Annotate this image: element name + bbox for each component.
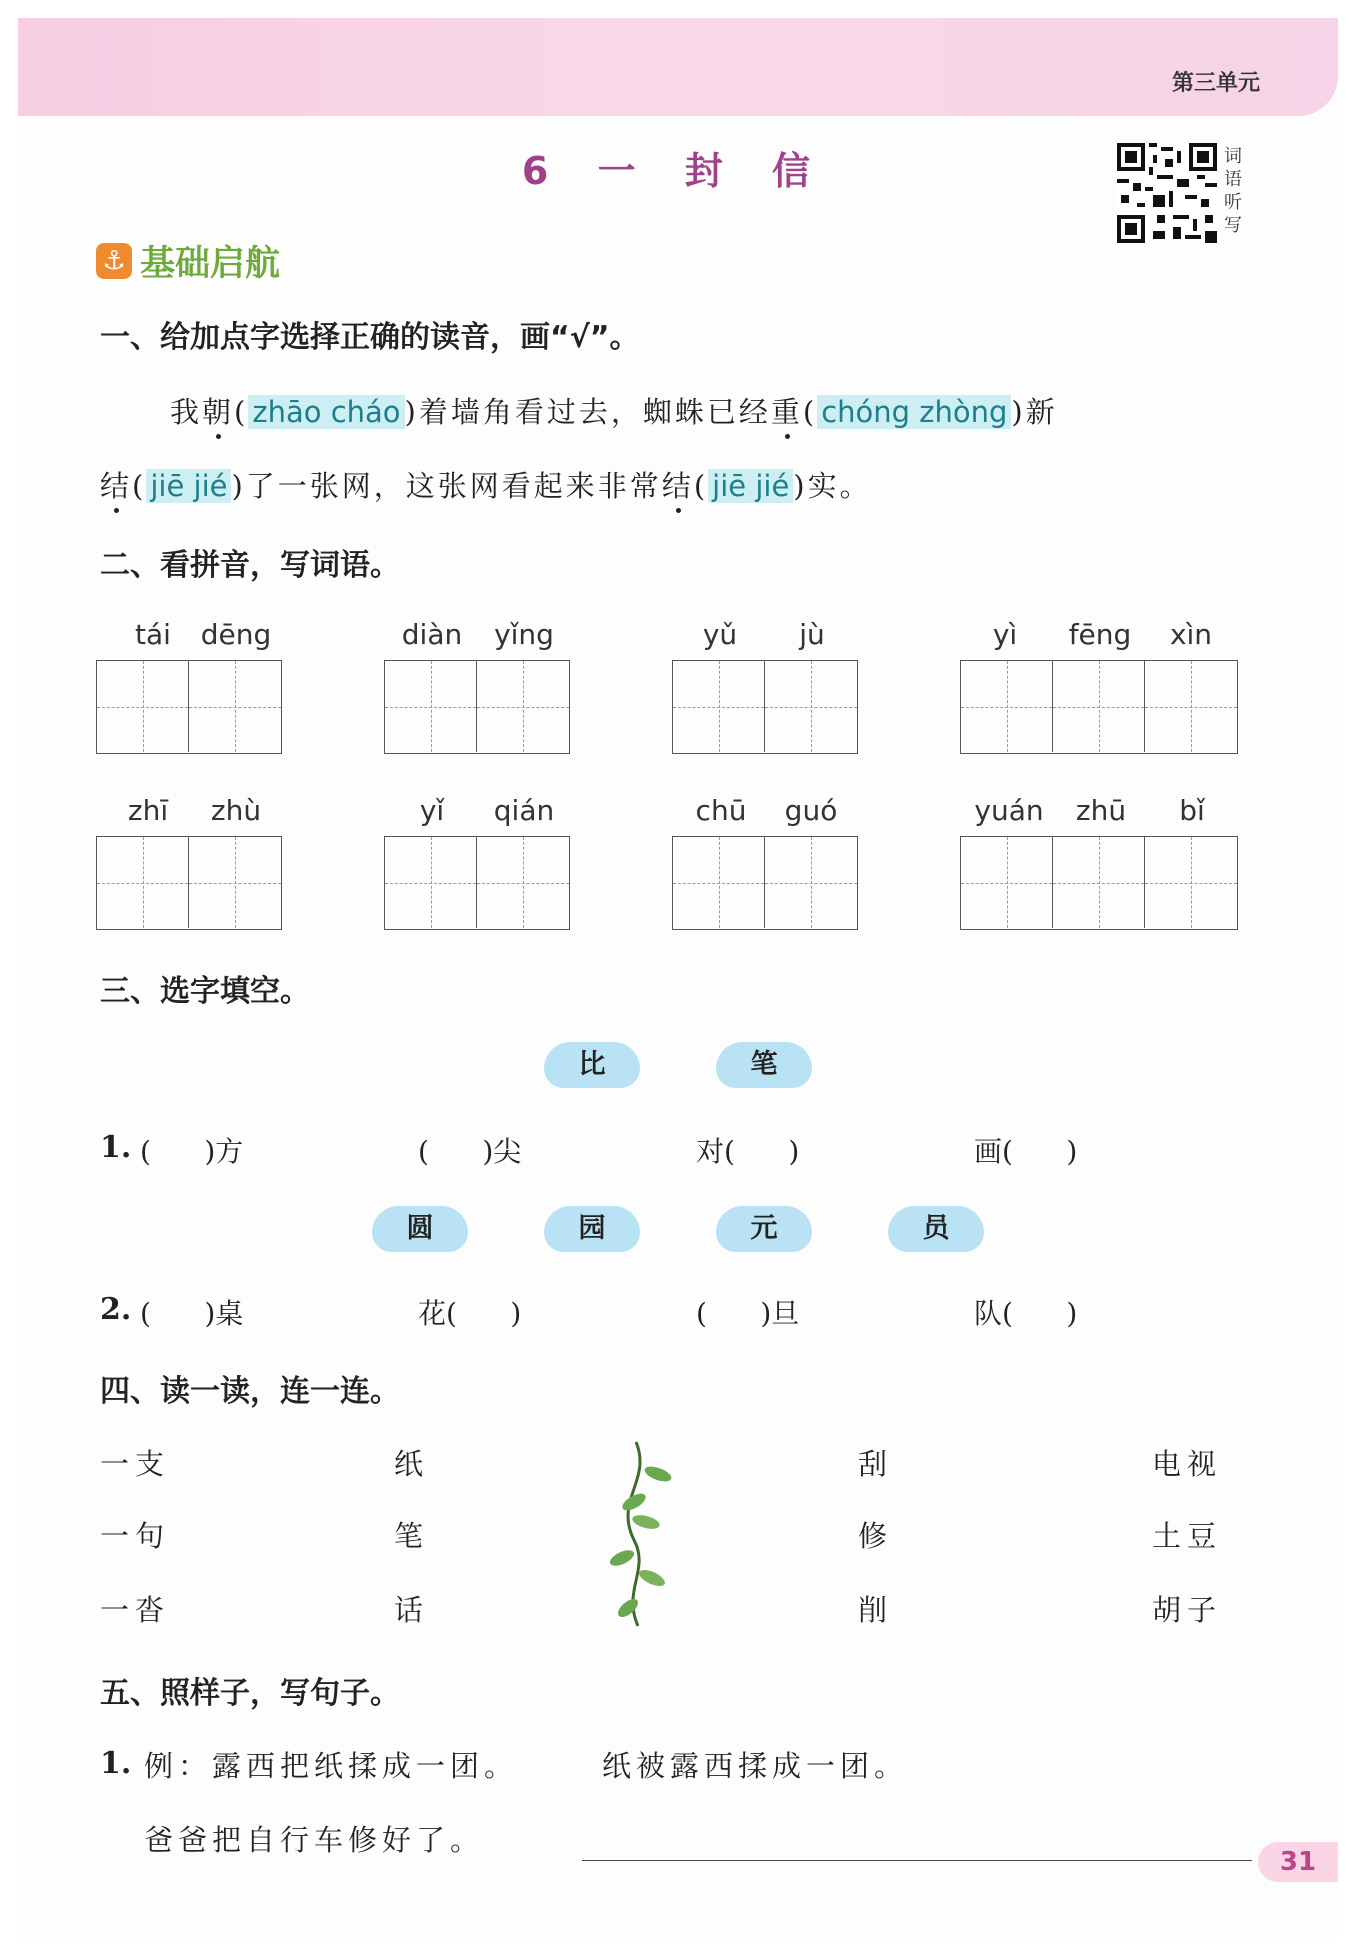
q1-dotted-char: 结 — [100, 469, 133, 503]
q4-heading: 四、读一读，连一连。 — [100, 1374, 400, 1409]
fill-blank[interactable]: ( )旦 — [696, 1297, 800, 1330]
q1-pinyin-option[interactable]: jiē jié — [146, 469, 231, 503]
pinyin-syllable: jù — [799, 618, 825, 651]
q5-heading: 五、照样子，写句子。 — [100, 1676, 400, 1711]
char-choice-cloud: 比 — [544, 1042, 640, 1088]
vine-decoration-icon — [600, 1440, 680, 1630]
fill-blank[interactable]: 花( ) — [418, 1297, 522, 1330]
fill-blank[interactable]: 画( ) — [974, 1135, 1078, 1168]
match-item[interactable]: 土豆 — [1152, 1519, 1223, 1553]
q1-text: )新 — [1011, 395, 1058, 429]
pinyin-syllable: yǐ — [419, 794, 445, 827]
match-item[interactable]: 话 — [394, 1593, 430, 1627]
item-number: 1. — [100, 1130, 132, 1165]
pinyin-syllable: yì — [992, 618, 1018, 651]
example-answer: 纸被露西揉成一团。 — [602, 1749, 909, 1783]
pinyin-syllable: chū — [695, 794, 747, 827]
match-item[interactable]: 一句 — [100, 1519, 171, 1553]
q1-paren: ( — [802, 395, 818, 429]
match-item[interactable]: 一沓 — [100, 1593, 171, 1627]
writing-grid[interactable] — [960, 836, 1238, 930]
q1-text: )了一张网，这张网看起来非常 — [231, 469, 662, 503]
q1-heading: 一、给加点字选择正确的读音，画“√”。 — [100, 320, 640, 355]
anchor-icon: ⚓ — [96, 243, 132, 279]
match-item[interactable]: 一支 — [100, 1447, 171, 1481]
writing-grid[interactable] — [384, 660, 570, 754]
q3-heading: 三、选字填空。 — [100, 974, 310, 1009]
pinyin-syllable: dēng — [200, 618, 272, 651]
item-number: 2. — [100, 1292, 132, 1327]
q1-paren: ( — [693, 469, 709, 503]
q1-paren: ( — [234, 395, 249, 429]
writing-grid[interactable] — [96, 660, 282, 754]
lesson-title: 6 一 封 信 — [521, 149, 829, 193]
qr-code-icon[interactable] — [1117, 143, 1217, 243]
writing-grid[interactable] — [384, 836, 570, 930]
pinyin-syllable: yuán — [974, 794, 1044, 827]
q1-pinyin-option[interactable]: zhāo cháo — [248, 395, 404, 429]
banner-label: 基础启航 — [140, 244, 281, 284]
item-number: 1. — [100, 1746, 132, 1781]
char-choice-cloud: 笔 — [716, 1042, 812, 1088]
pinyin-syllable: zhī — [127, 794, 169, 827]
match-item[interactable]: 胡子 — [1152, 1593, 1223, 1627]
fill-blank[interactable]: ( )方 — [140, 1135, 244, 1168]
answer-line[interactable] — [582, 1860, 1252, 1861]
q1-text: )实。 — [793, 469, 872, 503]
match-item[interactable]: 电视 — [1152, 1447, 1223, 1481]
q1-dotted-char: 重 — [770, 395, 803, 429]
q1-dotted-char: 结 — [661, 469, 694, 503]
char-choice-cloud: 园 — [544, 1206, 640, 1252]
pinyin-syllable: tái — [135, 618, 171, 651]
pinyin-syllable: guó — [784, 794, 838, 827]
writing-grid[interactable] — [960, 660, 1238, 754]
char-choice-cloud: 员 — [888, 1206, 984, 1252]
char-choice-cloud: 圆 — [372, 1206, 468, 1252]
pinyin-syllable: yǐng — [494, 618, 554, 651]
pinyin-syllable: fēng — [1068, 618, 1132, 651]
pinyin-syllable: qián — [493, 794, 555, 827]
writing-grid[interactable] — [672, 836, 858, 930]
prompt-sentence: 爸爸把自行车修好了。 — [144, 1823, 485, 1857]
q1-pinyin-option[interactable]: chóng zhòng — [817, 395, 1011, 429]
fill-blank[interactable]: ( )尖 — [418, 1135, 522, 1168]
q1-paren: ( — [132, 469, 147, 503]
unit-label: 第三单元 — [1171, 71, 1260, 96]
example-sentence: 例：露西把纸揉成一团。 — [144, 1749, 519, 1783]
q1-line2 — [100, 464, 1260, 505]
fill-blank[interactable]: 队( ) — [974, 1297, 1078, 1330]
match-item[interactable]: 笔 — [394, 1519, 430, 1553]
pinyin-syllable: bǐ — [1179, 794, 1205, 827]
q1-dotted-char: 朝 — [202, 395, 235, 429]
pinyin-syllable: zhù — [210, 794, 262, 827]
header-band — [18, 18, 1338, 116]
q1-pinyin-option[interactable]: jiē jié — [708, 469, 793, 503]
pinyin-syllable: yǔ — [702, 618, 738, 651]
char-choice-cloud: 元 — [716, 1206, 812, 1252]
q1-line1 — [170, 390, 1330, 431]
match-item[interactable]: 削 — [858, 1593, 894, 1627]
pinyin-syllable: diàn — [401, 618, 463, 651]
match-item[interactable]: 刮 — [858, 1447, 894, 1481]
writing-grid[interactable] — [96, 836, 282, 930]
section-banner — [96, 236, 280, 286]
fill-blank[interactable]: ( )桌 — [140, 1297, 244, 1330]
qr-caption: 词语听写 — [1224, 146, 1242, 236]
q1-text: )着墙角看过去，蜘蛛已经 — [404, 395, 771, 429]
pinyin-syllable: xìn — [1169, 618, 1213, 651]
match-item[interactable]: 纸 — [394, 1447, 430, 1481]
page-number: 31 — [1258, 1842, 1338, 1882]
q2-heading: 二、看拼音，写词语。 — [100, 548, 400, 583]
q1-text: 我 — [170, 395, 203, 429]
fill-blank[interactable]: 对( ) — [696, 1135, 800, 1168]
match-item[interactable]: 修 — [858, 1519, 894, 1553]
writing-grid[interactable] — [672, 660, 858, 754]
pinyin-syllable: zhū — [1075, 794, 1127, 827]
